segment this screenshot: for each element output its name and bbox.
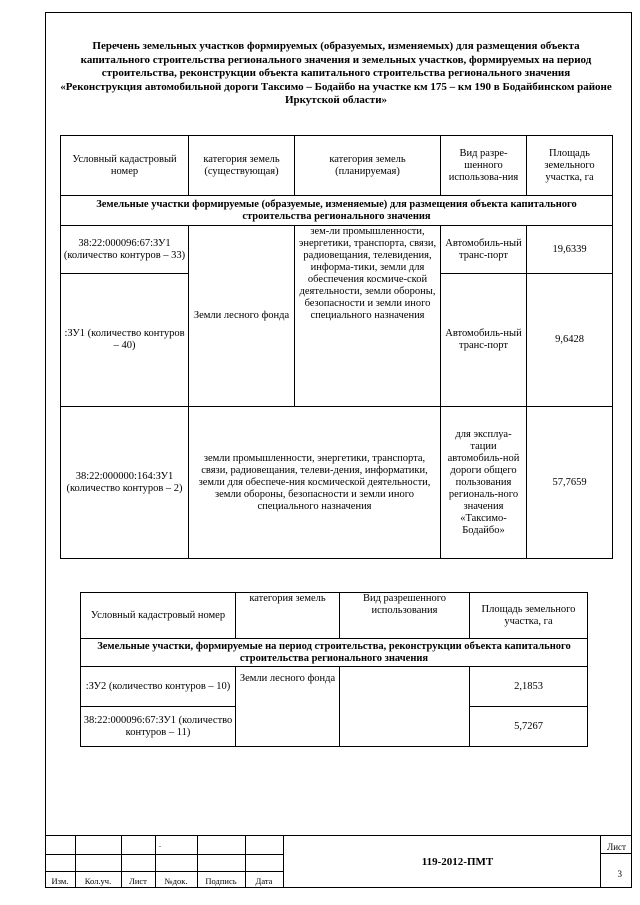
header-category: категория земель (236, 593, 340, 639)
section-heading: Земельные участки формируемые (образуемые, изменяемые) для размещения объекта капитального строительства регионального значения (61, 196, 613, 226)
cadastral-number: 38:22:000000:164:ЗУ1 (количество контуров – 2) (61, 407, 189, 559)
cadastral-number: 38:22:000096:67:ЗУ1 (количество контуров – 33) (61, 226, 189, 274)
section-row (81, 639, 588, 667)
stamp-col-signature: Подпись (205, 876, 237, 886)
header-area: Площадь земельного участка, га (527, 136, 613, 196)
revision-grid (45, 836, 283, 888)
stamp-dot: . (159, 840, 161, 849)
permitted-use: для эксплуа-тации автомобиль-ной дороги общего пользования региональ-ного значения «Таксимо-Бодайбо» (441, 407, 527, 559)
temporary-plots-table (80, 592, 588, 747)
header-planned-category: категория земель (планируемая) (295, 136, 441, 196)
table-row (61, 407, 613, 559)
land-plots-table (60, 135, 613, 559)
stamp-col-count: Кол.уч. (84, 876, 112, 886)
cadastral-number: :ЗУ1 (количество контуров – 40) (61, 274, 189, 407)
section-row (61, 196, 613, 226)
permitted-use: Автомобиль-ный транс-порт (441, 274, 527, 407)
area-value: 57,7659 (527, 407, 613, 559)
stamp-col-doc: №док. (164, 876, 188, 886)
existing-category: Земли лесного фонда (189, 226, 295, 407)
table-row (81, 667, 588, 707)
planned-category: зем-ли промышленности, энергетики, транспорта, связи, радиовещания, телевидения, информа-тики, земли для обеспечения космиче-ской деятельности, земли обороны, безопасности и земли иного специального назначения (295, 226, 441, 407)
table-header-row (61, 136, 613, 196)
header-permitted-use: Вид разрешенного использования (340, 593, 470, 639)
table-header-row (81, 593, 588, 639)
cadastral-number: 38:22:000096:67:ЗУ1 (количество контуров – 11) (81, 707, 236, 747)
header-existing-category: категория земель (существующая) (189, 136, 295, 196)
sheet-number: 3 (617, 869, 622, 879)
permitted-use: Автомобиль-ный транс-порт (441, 226, 527, 274)
header-cadastral: Условный кадастровый номер (61, 136, 189, 196)
area-value: 19,6339 (527, 226, 613, 274)
header-permitted-use: Вид разре-шенного использова-ния (441, 136, 527, 196)
area-value: 9,6428 (527, 274, 613, 407)
stamp-col-date: Дата (255, 876, 273, 886)
land-category: Земли лесного фонда (236, 667, 340, 747)
cadastral-number: :ЗУ2 (количество контуров – 10) (81, 667, 236, 707)
section-heading: Земельные участки, формируемые на период строительства, реконструкции объекта капитального строительства регионального значения (81, 639, 588, 667)
header-area: Площадь земельного участка, га (470, 593, 588, 639)
stamp-col-sheet: Лист (129, 876, 147, 886)
document-code: 119-2012-ПМТ (421, 856, 494, 868)
stamp-col-rev: Изм. (51, 876, 69, 886)
land-category: земли промышленности, энергетики, транспорта, связи, радиовещания, телеви-дения, информатики, земли для обеспече-ния космической деятельности, земли обороны, безопасности и земли иного специального назначения (189, 407, 441, 559)
table-row (61, 226, 613, 274)
document-title: Перечень земельных участков формируемых (образуемых, изменяемых) для размещения объекта капитального строительства регионального значения и земельных участков, формируемых на период строительства, реконструкции объекта капитального строительства регионального значения «Реконструкция автомобильной дороги Таксимо – Бодайбо на участке км 175 – км 190 в Бодайбинском районе Иркутской области» (60, 40, 612, 106)
title-block (45, 835, 632, 888)
area-value: 2,1853 (470, 667, 588, 707)
sheet-label: Лист (607, 842, 626, 852)
header-cadastral: Условный кадастровый номер (81, 593, 236, 639)
permitted-use (340, 667, 470, 747)
area-value: 5,7267 (470, 707, 588, 747)
